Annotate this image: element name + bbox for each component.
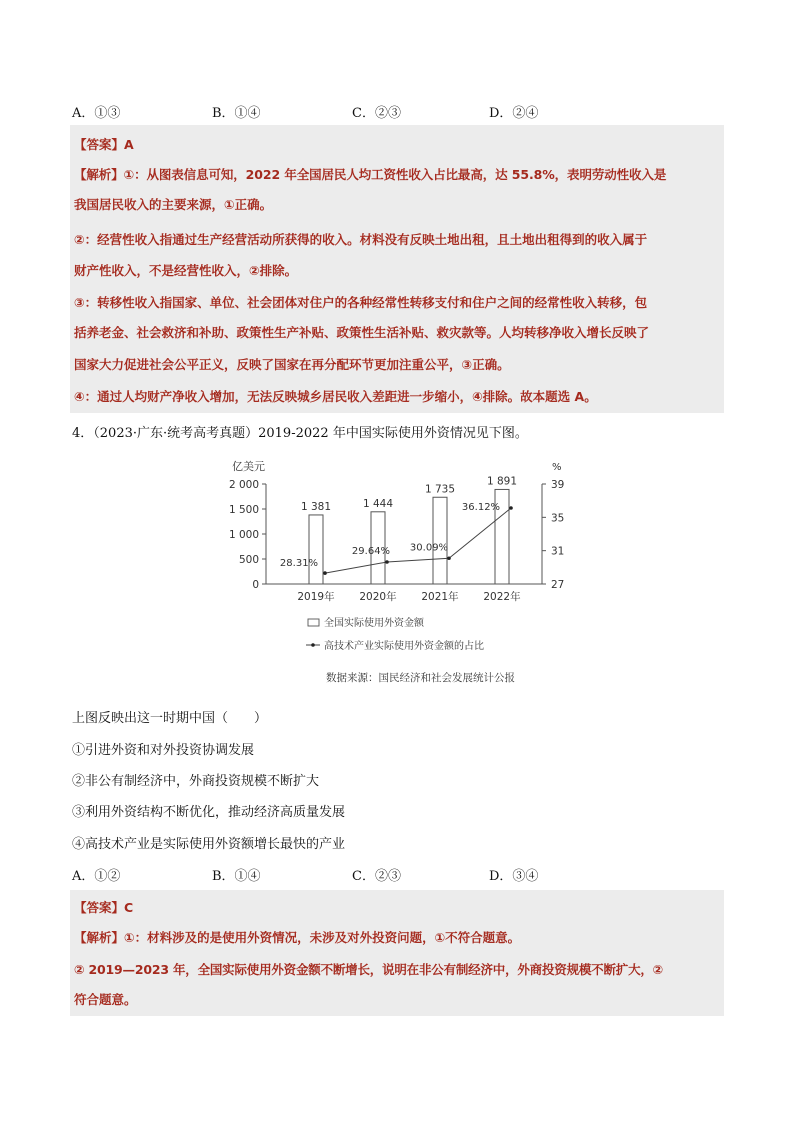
legend-line-label: 高技术产业实际使用外资金额的占比: [324, 641, 484, 652]
q4-answer: 【答案】C: [74, 900, 134, 915]
q4-answer-box: [70, 890, 724, 1016]
q4-option-c[interactable]: C．②③: [352, 869, 401, 884]
share-series-line: [325, 508, 511, 573]
share-label: 28.31%: [279, 558, 319, 570]
q3-analysis-line-2: 我国居民收入的主要来源，①正确。: [74, 197, 273, 212]
q4-question: 上图反映出这一时期中国（ ）: [72, 711, 268, 726]
q3-answer-box: [70, 125, 724, 413]
right-axis-unit: %: [552, 462, 562, 473]
q3-option-c[interactable]: C．②③: [352, 106, 401, 121]
share-point: [447, 556, 451, 560]
q3-analysis-line-4: 财产性收入，不是经营性收入，②排除。: [74, 263, 298, 278]
right-tick-label: 35: [551, 512, 565, 525]
q4-stem: 4．（2023·广东·统考高考真题）2019-2022 年中国实际使用外资情况见下图。: [72, 426, 528, 441]
share-point: [323, 571, 327, 575]
q4-statement-2: ②非公有制经济中，外商投资规模不断扩大: [72, 774, 320, 789]
left-axis-unit: 亿美元: [232, 460, 265, 473]
q4-option-b[interactable]: B．①④: [212, 869, 261, 884]
left-tick-label: 500: [238, 554, 259, 566]
bar-label: 1 381: [300, 500, 332, 513]
right-tick-label: 31: [551, 545, 565, 558]
legend-bar-swatch: [308, 619, 319, 626]
chart-source: 数据来源：国民经济和社会发展统计公报: [326, 672, 515, 684]
x-tick-label: 2022年: [483, 591, 521, 603]
bar-label: 1 891: [486, 475, 518, 488]
bar-label: 1 444: [362, 497, 394, 510]
q4-statement-4: ④高技术产业是实际使用外资额增长最快的产业: [72, 837, 346, 852]
q4-option-d[interactable]: D．③④: [489, 869, 539, 884]
q4-analysis-line-3: 符合题意。: [74, 992, 137, 1007]
q4-analysis-line-2: ② 2019—2023 年，全国实际使用外资金额不断增长，说明在非公有制经济中，外商投资规模不断扩大，②: [74, 962, 664, 977]
q4-statement-3: ③利用外资结构不断优化，推动经济高质量发展: [72, 805, 346, 820]
share-label: 29.64%: [351, 546, 391, 557]
q4-statement-1: ①引进外资和对外投资协调发展: [72, 743, 255, 758]
share-point: [509, 506, 513, 510]
legend-bar-label: 全国实际使用外资金额: [324, 618, 424, 629]
share-label: 30.09%: [409, 542, 449, 554]
bar-2019年: [309, 515, 323, 584]
share-points: [323, 506, 513, 575]
q3-analysis-line-5: ③：转移性收入指国家、单位、社会团体对住户的各种经常性转移支付和住户之间的经常性收入转移，包: [74, 295, 648, 310]
x-tick-label: 2019年: [297, 591, 335, 603]
bar-label: 1 735: [424, 483, 456, 496]
left-ticks: [229, 479, 266, 591]
legend-line-marker: [311, 643, 315, 647]
q3-analysis-line-8: ④：通过人均财产净收入增加，无法反映城乡居民收入差距进一步缩小，④排除。故本题选 A。: [74, 389, 597, 404]
q4-analysis-line-1: 【解析】①：材料涉及的是使用外资情况，未涉及对外投资问题，①不符合题意。: [74, 930, 521, 945]
x-tick-label: 2021年: [421, 591, 459, 603]
q3-option-b[interactable]: B．①④: [212, 106, 261, 121]
right-tick-label: 27: [551, 579, 565, 591]
q4-option-a[interactable]: A．①②: [72, 869, 121, 884]
q3-analysis-line-3: ②：经营性收入指通过生产经营活动所获得的收入。材料没有反映土地出租，且土地出租得到的收入属于: [74, 232, 648, 247]
q3-options: [72, 102, 538, 121]
foreign-investment-chart: [220, 452, 590, 692]
q3-analysis-line-7: 国家大力促进社会公平正义，反映了国家在再分配环节更加注重公平，③正确。: [74, 357, 510, 372]
bar-2021年: [433, 497, 447, 584]
q3-analysis-line-1: 【解析】①：从图表信息可知，2022 年全国居民人均工资性收入占比最高，达 55.8%，表明劳动性收入是: [74, 167, 667, 182]
q4-options: [72, 865, 538, 884]
right-ticks: [542, 479, 564, 591]
q3-answer: 【答案】A: [74, 137, 134, 152]
right-tick-label: 39: [551, 479, 565, 491]
left-tick-label: 1 000: [228, 529, 259, 541]
q3-analysis-line-6: 括养老金、社会救济和补助、政策性生产补贴、政策性生活补贴、救灾款等。人均转移净收入增长反映了: [74, 325, 650, 340]
left-tick-label: 1 500: [228, 504, 259, 516]
q3-option-a[interactable]: A．①③: [72, 106, 121, 121]
x-tick-label: 2020年: [359, 591, 397, 603]
left-tick-label: 0: [252, 579, 259, 591]
left-tick-label: 2 000: [228, 479, 259, 491]
share-point: [385, 560, 389, 564]
x-tick-labels: [297, 590, 521, 603]
q3-option-d[interactable]: D．②④: [489, 106, 539, 121]
share-label: 36.12%: [461, 502, 501, 513]
